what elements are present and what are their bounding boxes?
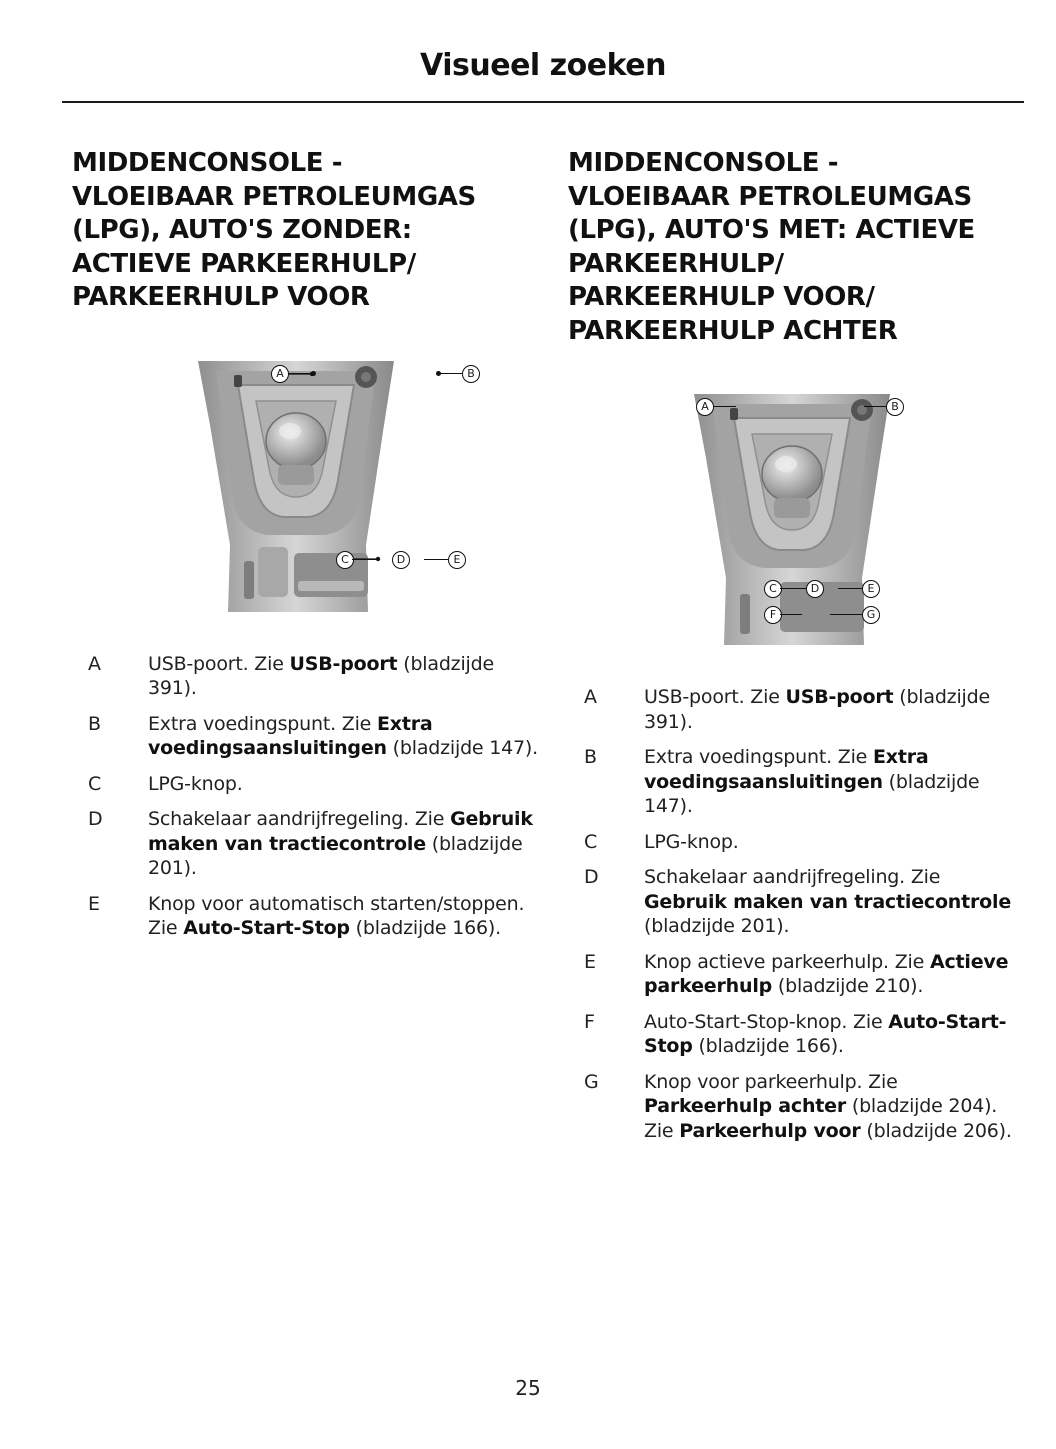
legend-letter: C bbox=[88, 772, 102, 795]
callout-c: C bbox=[336, 551, 354, 569]
legend-description: Schakelaar aandrijfregeling. Zie Gebruik maken van tractiecontrole (bladzijde 201). bbox=[644, 866, 1012, 937]
legend-description: Knop actieve parkeerhulp. Zie Actieve parkeerhulp (bladzijde 210). bbox=[644, 950, 1009, 997]
legend-letter: F bbox=[584, 1010, 595, 1033]
legend-left bbox=[48, 652, 542, 941]
legend-description: LPG-knop. bbox=[148, 772, 243, 795]
callout-e: E bbox=[448, 551, 466, 569]
heading-line: PARKEERHULP/ bbox=[568, 248, 784, 279]
legend-letter: A bbox=[88, 652, 101, 675]
heading-line: PARKEERHULP ACHTER bbox=[568, 315, 898, 346]
list-item bbox=[544, 1070, 1028, 1144]
legend-description: LPG-knop. bbox=[644, 830, 739, 853]
right-column bbox=[568, 147, 1028, 1154]
heading-line: MIDDENCONSOLE - bbox=[568, 148, 839, 178]
list-item bbox=[48, 892, 542, 941]
callout-dot-a bbox=[311, 371, 316, 376]
heading-line: PARKEERHULP VOOR bbox=[72, 282, 370, 312]
list-item bbox=[544, 830, 1028, 855]
list-item bbox=[544, 685, 1028, 734]
callout-a: A bbox=[271, 365, 289, 383]
callout-c: C bbox=[764, 580, 782, 598]
callout-line-b bbox=[864, 406, 886, 407]
legend-letter: B bbox=[88, 712, 102, 735]
heading-line: PARKEERHULP VOOR/ bbox=[568, 282, 875, 312]
list-item bbox=[48, 772, 542, 797]
legend-letter: D bbox=[88, 808, 103, 830]
console-illustration-left bbox=[198, 355, 475, 612]
callout-a: A bbox=[696, 398, 714, 416]
legend-description: USB-poort. Zie USB-poort (bladzijde 391). bbox=[644, 686, 990, 733]
console-illustration-right bbox=[694, 388, 899, 645]
legend-description: Schakelaar aandrijfregeling. Zie Gebruik maken van tractiecontrole (bladzijde 201). bbox=[148, 808, 533, 879]
list-item bbox=[48, 807, 542, 881]
heading-line: (LPG), AUTO'S ZONDER: bbox=[72, 215, 412, 245]
list-item bbox=[544, 865, 1028, 939]
callout-d: D bbox=[392, 551, 410, 569]
callout-line-e bbox=[424, 559, 448, 560]
left-section-heading bbox=[72, 147, 542, 315]
legend-letter: E bbox=[88, 892, 101, 915]
list-item bbox=[544, 745, 1028, 819]
callout-line-c bbox=[780, 588, 806, 589]
legend-description: Knop voor automatisch starten/stoppen. Zie Auto-Start-Stop (bladzijde 166). bbox=[148, 892, 525, 939]
callout-e: E bbox=[862, 580, 880, 598]
list-item bbox=[544, 1010, 1028, 1059]
heading-line: (LPG), AUTO'S MET: ACTIEVE bbox=[568, 215, 975, 245]
page-title: Visueel zoeken bbox=[420, 48, 666, 83]
legend-letter: E bbox=[584, 950, 597, 973]
legend-letter: D bbox=[584, 866, 599, 888]
right-section-heading bbox=[568, 147, 1028, 348]
callout-f: F bbox=[764, 606, 782, 624]
callout-dot-b bbox=[436, 371, 441, 376]
callout-line-g bbox=[830, 614, 862, 615]
legend-letter: A bbox=[584, 686, 597, 708]
heading-line: VLOEIBAAR PETROLEUMGAS bbox=[568, 181, 972, 212]
legend-description: USB-poort. Zie USB-poort (bladzijde 391). bbox=[148, 652, 494, 699]
list-item bbox=[544, 950, 1028, 999]
legend-description: Auto-Start-Stop-knop. Zie Auto-Start-Stop (bladzijde 166). bbox=[644, 1010, 1007, 1057]
page-header bbox=[62, 46, 1024, 103]
callout-d: D bbox=[806, 580, 824, 598]
callout-g: G bbox=[862, 606, 880, 624]
left-column bbox=[72, 147, 542, 952]
legend-letter: B bbox=[584, 746, 598, 768]
legend-letter: G bbox=[584, 1070, 599, 1093]
callout-b: B bbox=[462, 365, 480, 383]
list-item bbox=[48, 712, 542, 761]
callout-line-f bbox=[780, 614, 802, 615]
callout-b: B bbox=[886, 398, 904, 416]
legend-description: Extra voedingspunt. Zie Extra voedingsaansluitingen (bladzijde 147). bbox=[644, 746, 980, 817]
page-number: 25 bbox=[515, 1376, 541, 1400]
heading-line: ACTIEVE PARKEERHULP/ bbox=[72, 248, 416, 279]
callout-line-c bbox=[352, 559, 378, 560]
legend-letter: C bbox=[584, 830, 598, 853]
callout-line-b bbox=[438, 373, 462, 374]
legend-description: Extra voedingspunt. Zie Extra voedingsaansluitingen (bladzijde 147). bbox=[148, 712, 538, 759]
callout-line-e bbox=[838, 588, 862, 589]
legend-right bbox=[544, 685, 1028, 1143]
heading-line: VLOEIBAAR PETROLEUMGAS bbox=[72, 181, 476, 212]
legend-description: Knop voor parkeerhulp. Zie Parkeerhulp achter (bladzijde 204). Zie Parkeerhulp voor (bladzijde 206). bbox=[644, 1070, 1012, 1142]
list-item bbox=[48, 652, 542, 701]
heading-line: MIDDENCONSOLE - bbox=[72, 148, 343, 178]
